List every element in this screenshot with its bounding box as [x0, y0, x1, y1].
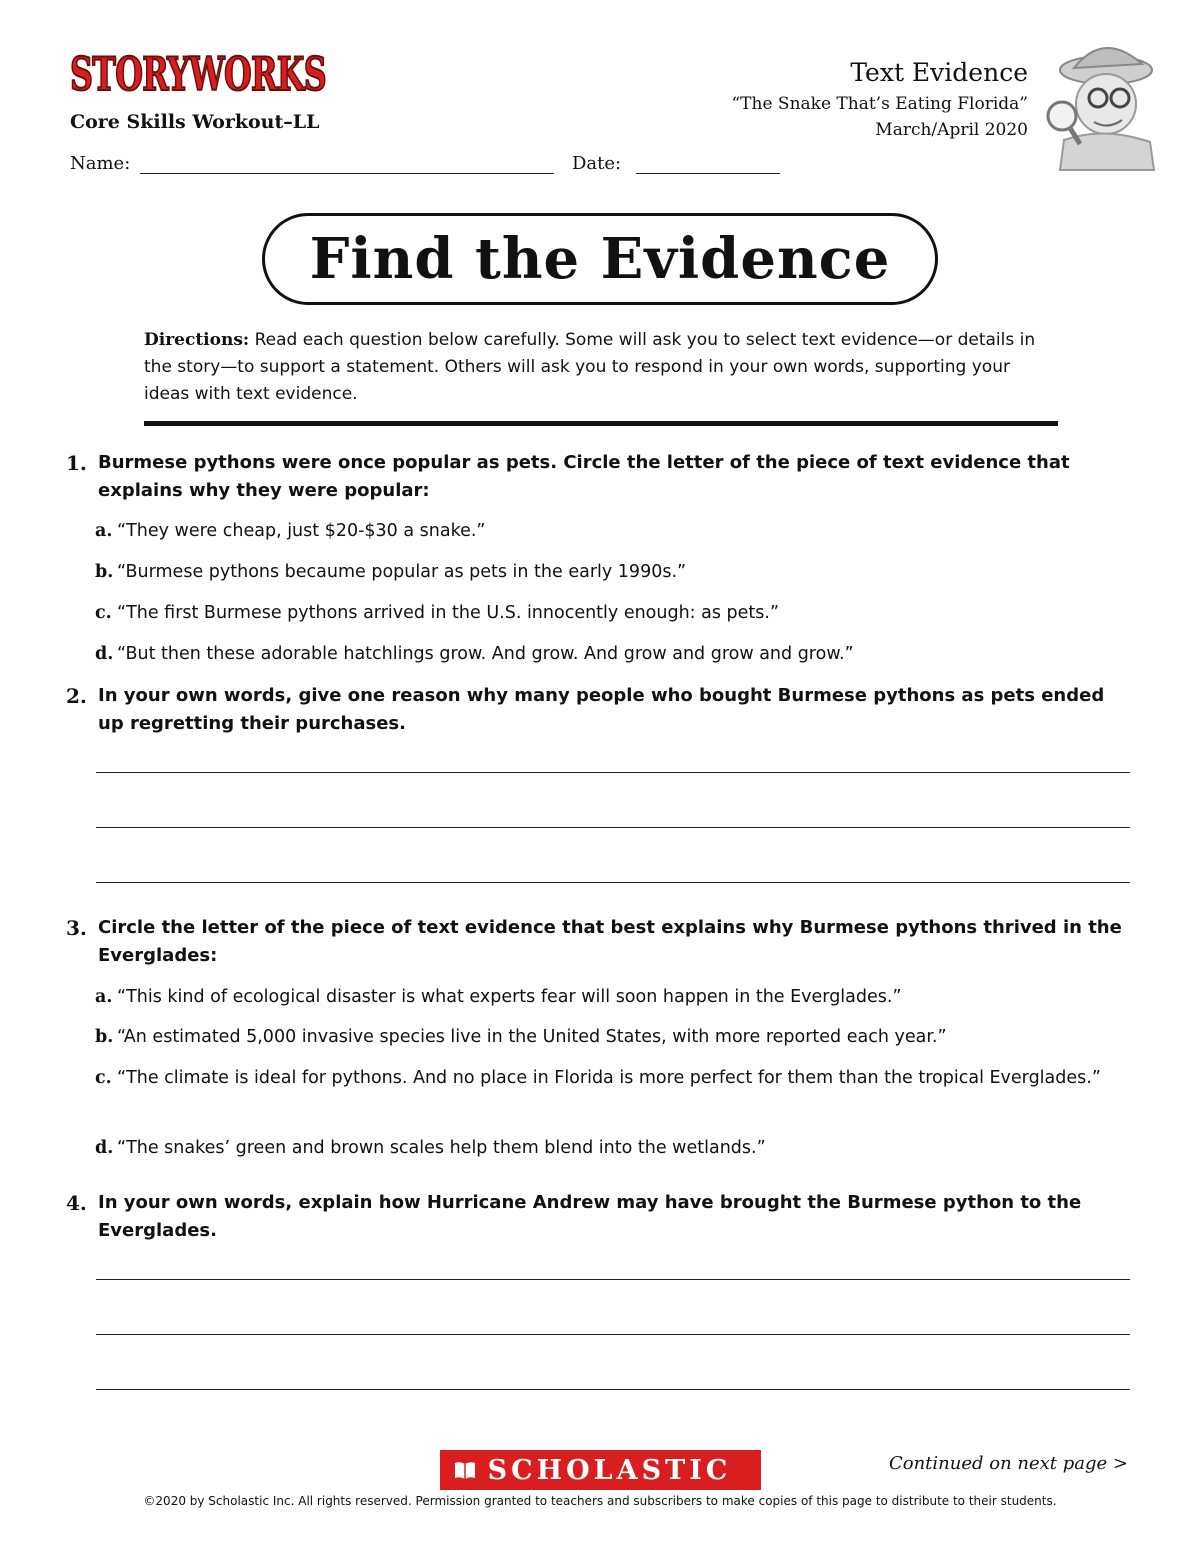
- question-1: [66, 449, 1126, 505]
- date-label: Date:: [572, 153, 622, 174]
- option-letter: c.: [95, 1068, 112, 1088]
- option-letter: a.: [95, 521, 113, 541]
- publisher-name: SCHOLASTIC: [487, 1454, 732, 1486]
- answer-line[interactable]: [96, 772, 1130, 773]
- directions: [144, 327, 1044, 408]
- option-text: “The snakes’ green and brown scales help them blend into the wetlands.”: [117, 1138, 766, 1158]
- option-letter: b.: [95, 1027, 114, 1047]
- option-text: “They were cheap, just $20-$30 a snake.”: [117, 521, 486, 541]
- workout-subtitle: Core Skills Workout–LL: [70, 111, 320, 133]
- question-3-option-c[interactable]: [95, 1065, 1105, 1092]
- title-banner: [262, 213, 938, 305]
- question-number: 3.: [66, 916, 87, 940]
- answer-line[interactable]: [96, 1279, 1130, 1280]
- date-field[interactable]: [636, 173, 780, 174]
- topic-heading: Text Evidence: [850, 58, 1028, 87]
- option-text: “Burmese pythons becaume popular as pets in the early 1990s.”: [117, 562, 687, 582]
- story-title: “The Snake That’s Eating Florida”: [731, 94, 1028, 114]
- option-letter: d.: [95, 644, 114, 664]
- option-letter: a.: [95, 987, 113, 1007]
- storyworks-logo: [66, 40, 332, 100]
- detective-mascot-icon: [1034, 30, 1174, 170]
- option-text: “The first Burmese pythons arrived in the U.S. innocently enough: as pets.”: [117, 603, 780, 623]
- question-text: Burmese pythons were once popular as pets. Circle the letter of the piece of text evidence that explains why they were popular:: [98, 452, 1070, 501]
- continued-note: Continued on next page >: [888, 1453, 1128, 1474]
- issue-date: March/April 2020: [875, 120, 1028, 140]
- scholastic-logo: [440, 1450, 761, 1490]
- question-3: [66, 914, 1126, 970]
- svg-text:STORYWORKS: STORYWORKS: [70, 47, 326, 101]
- question-3-option-d[interactable]: [95, 1135, 1105, 1162]
- divider: [144, 421, 1058, 426]
- question-1-option-b[interactable]: [95, 559, 1105, 586]
- option-text: “The climate is ideal for pythons. And no place in Florida is more perfect for them than the tropical Everglades.”: [117, 1068, 1101, 1088]
- question-number: 4.: [66, 1191, 87, 1215]
- question-3-option-a[interactable]: [95, 984, 1105, 1011]
- question-2: [66, 682, 1126, 738]
- answer-line[interactable]: [96, 1389, 1130, 1390]
- question-1-option-d[interactable]: [95, 641, 1105, 668]
- option-letter: b.: [95, 562, 114, 582]
- question-text: Circle the letter of the piece of text evidence that best explains why Burmese pythons thrived in the Everglades:: [98, 917, 1122, 966]
- question-number: 1.: [66, 451, 87, 475]
- option-letter: c.: [95, 603, 112, 623]
- question-3-option-b[interactable]: [95, 1024, 1105, 1051]
- answer-line[interactable]: [96, 827, 1130, 828]
- open-book-icon: [454, 1460, 476, 1480]
- question-text: In your own words, explain how Hurricane Andrew may have brought the Burmese python to the Everglades.: [98, 1192, 1082, 1241]
- directions-text: Read each question below carefully. Some will ask you to select text evidence—or details in the story—to support a statement. Others will ask you to respond in your own words, supporting your ideas with text evidence.: [144, 330, 1036, 404]
- question-number: 2.: [66, 684, 87, 708]
- directions-label: Directions:: [144, 330, 250, 350]
- name-field[interactable]: [140, 173, 554, 174]
- question-text: In your own words, give one reason why many people who bought Burmese pythons as pets ended up regretting their purchases.: [98, 685, 1105, 734]
- question-1-option-a[interactable]: [95, 518, 1105, 545]
- question-4: [66, 1189, 1126, 1245]
- answer-line[interactable]: [96, 882, 1130, 883]
- page-title: Find the Evidence: [309, 226, 891, 292]
- question-1-option-c[interactable]: [95, 600, 1105, 627]
- option-letter: d.: [95, 1138, 114, 1158]
- copyright: ©2020 by Scholastic Inc. All rights reserved. Permission granted to teachers and subscribers to make copies of this page to distribute to their students.: [143, 1494, 1057, 1508]
- option-text: “An estimated 5,000 invasive species live in the United States, with more reported each year.”: [117, 1027, 947, 1047]
- name-label: Name:: [70, 153, 131, 174]
- option-text: “But then these adorable hatchlings grow. And grow. And grow and grow and grow.”: [117, 644, 854, 664]
- option-text: “This kind of ecological disaster is what experts fear will soon happen in the Everglades.”: [117, 987, 902, 1007]
- answer-line[interactable]: [96, 1334, 1130, 1335]
